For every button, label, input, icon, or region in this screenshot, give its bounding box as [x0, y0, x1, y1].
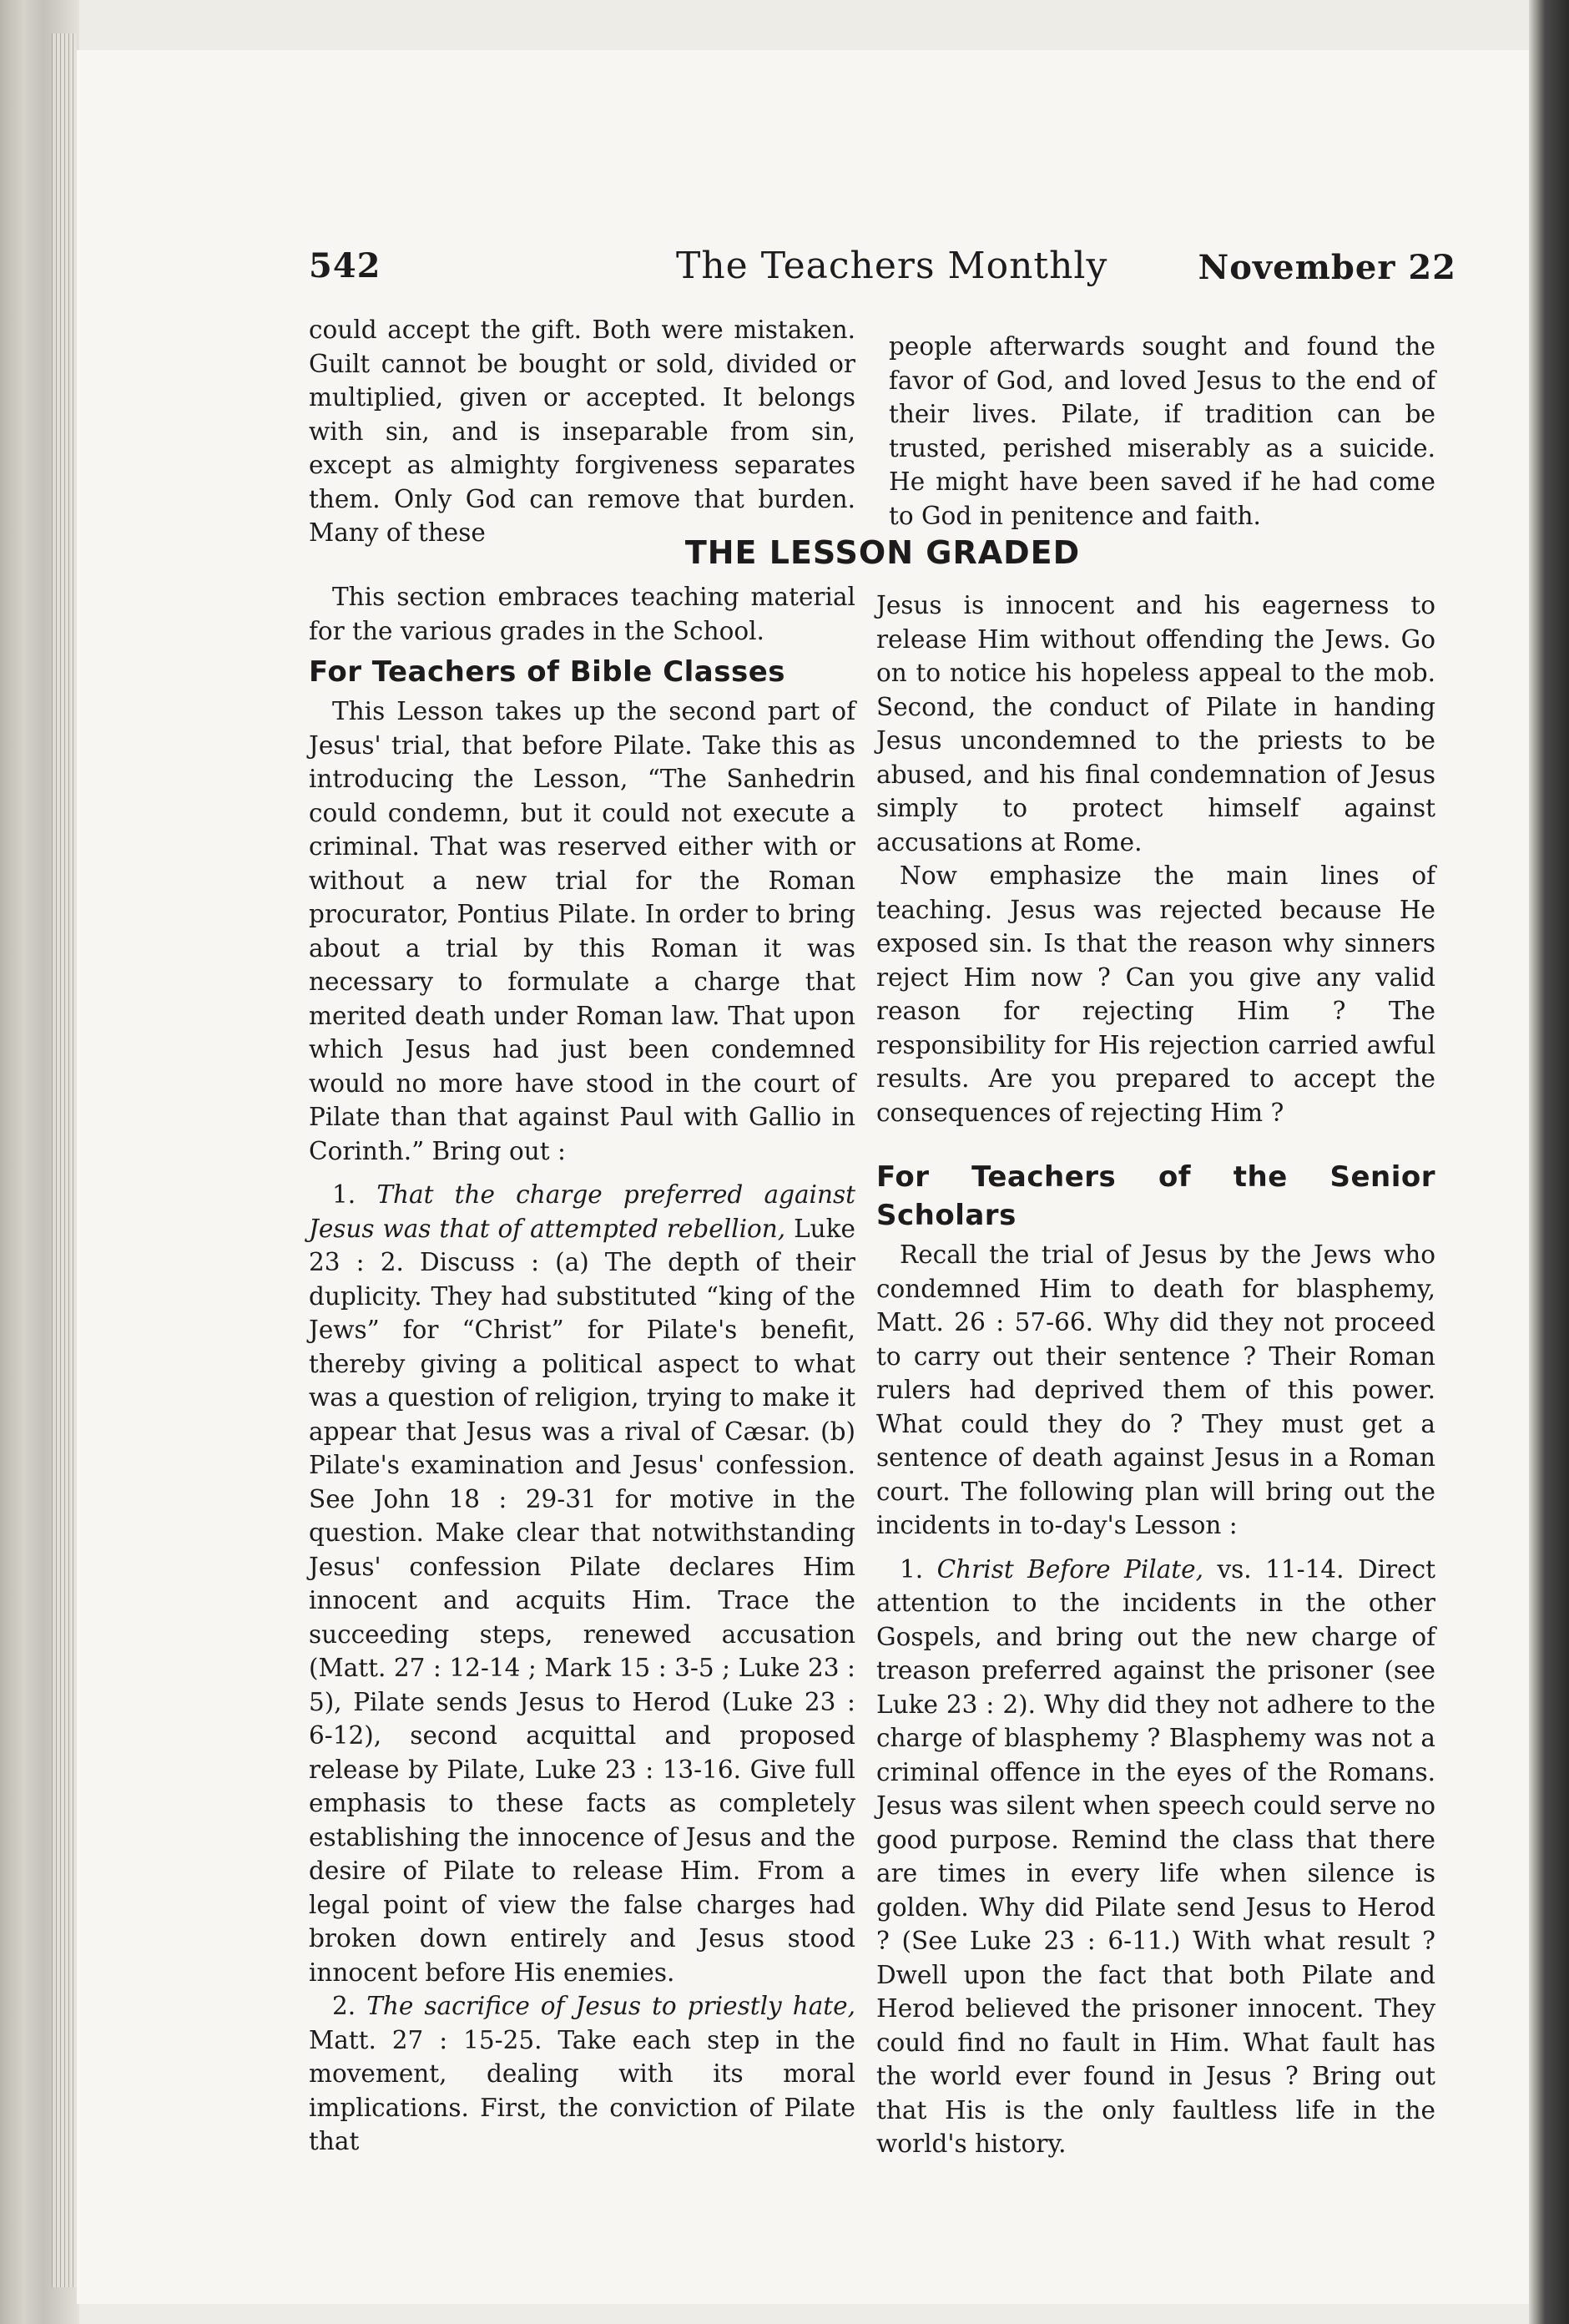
continued-paragraph-right: people afterwards sought and found the favor of God, and loved Jesus to the end of their lives. Pilate, if tradition can be trusted, perished miserably as a suicide. He might have been saved if he had come to God in penitence and faith.: [889, 332, 1435, 530]
page-number: 542: [309, 246, 381, 285]
main-right-column: [876, 589, 1435, 2161]
section-heading: THE LESSON GRADED: [684, 534, 1081, 571]
point-number: 2.: [332, 1992, 356, 2020]
point-title: Christ Before Pilate,: [936, 1554, 1203, 1584]
bible-classes-point-2: [309, 1989, 855, 2159]
issue-date: November 22: [1198, 248, 1456, 287]
bible-classes-emphasis: Now emphasize the main lines of teaching. Jesus was rejected because He exposed sin. Is that the reason why sinners reject Him now ? Can you give any valid reason for rejecting Him ? The responsibility for His rejection carried awful results. Are you prepared to accept the consequences of rejecting Him ?: [876, 861, 1435, 1127]
running-title: The Teachers Monthly: [676, 245, 1108, 287]
continued-paragraph: could accept the gift. Both were mistaken. Guilt cannot be bought or sold, divided or multiplied, given or accepted. It belongs with sin, and is inseparable from sin, except as almighty forgiveness separates them. Only God can remove that burden. Many of these: [309, 316, 855, 547]
page-header: [309, 246, 1456, 305]
top-left-column: [309, 313, 855, 550]
point-title: That the charge preferred against Jesus was that of attempted rebellion,: [309, 1180, 855, 1243]
senior-scholars-paragraph: Recall the trial of Jesus by the Jews who condemned Him to death for blasphemy, Matt. 26 : 57-66. Why did they not proceed to carry out their sentence ? Their Roman rulers had deprived them of this power. What could they do ? They must get a sentence of death against Jesus in a Roman court. The following plan will bring out the incidents in to-day's Lesson :: [876, 1240, 1435, 1539]
point-text: Luke 23 : 2. Discuss : (a) The depth of their duplicity. They had substituted “king of the Jews” for “Christ” for Pilate's benefit, thereby giving a political aspect to what was a question of religion, trying to make it appear that Jesus was a rival of Cæsar. (b) Pilate's examination and Jesus' confession. See John 18 : 29-31 for motive in the question. Make clear that notwithstanding Jesus' confession Pilate declares Him innocent and acquits Him. Trace the succeeding steps, renewed accusation (Matt. 27 : 12-14 ; Mark 15 : 3-5 ; Luke 23 : 5), Pilate sends Jesus to Herod (Luke 23 : 6-12), second acquittal and proposed release by Pilate, Luke 23 : 13-16. Give full emphasis to these facts as completely establishing the innocence of Jesus and the desire of Pilate to release Him. From a legal point of view the false charges had broken down entirely and Jesus stood innocent before His enemies.: [309, 1214, 855, 1987]
bible-classes-paragraph: This Lesson takes up the second part of Jesus' trial, that before Pilate. Take this as introducing the Lesson, “The Sanhedrin could condemn, but it could not execute a criminal. That was reserved either with or without a new trial for the Roman procurator, Pontius Pilate. In order to bring about a trial by this Roman it was necessary to formulate a charge that merited death under Roman law. That upon which Jesus had just been condemned would no more have stood in the court of Pilate than that against Paul with Gallio in Corinth.” Bring out :: [309, 697, 855, 1165]
senior-scholars-heading: For Teachers of the Senior Scholars: [876, 1160, 1435, 1232]
point-title: The sacrifice of Jesus to priestly hate,: [366, 1992, 855, 2020]
point-number: 1.: [332, 1180, 356, 1209]
point-text: Matt. 27 : 15-25. Take each step in the movement, dealing with its moral implications. First, the conviction of Pilate that: [309, 2025, 855, 2155]
bible-classes-heading: For Teachers of Bible Classes: [309, 655, 786, 689]
top-right-column: [889, 330, 1435, 533]
section-intro: This section embraces teaching material for the various grades in the School.: [309, 583, 855, 645]
senior-scholars-point-1: [876, 1553, 1435, 2161]
point-text: vs. 11-14. Direct attention to the incidents in the other Gospels, and bring out the new charge of treason preferred against the prisoner (see Luke 23 : 2). Why did they not adhere to the charge of blasphemy ? Blasphemy was not a criminal offence in the eyes of the Romans. Jesus was silent when speech could serve no good purpose. Remind the class that there are times in every life when silence is golden. Why did Pilate send Jesus to Herod ? (See Luke 23 : 6-11.) With what result ? Dwell upon the fact that both Pilate and Herod believed the prisoner innocent. They could find no fault in Him. What fault has the world ever found in Jesus ? Bring out that His is the only faultless life in the world's history.: [876, 1554, 1435, 2158]
page-edges: [52, 33, 77, 2287]
bible-classes-continued: Jesus is innocent and his eagerness to release Him without offending the Jews. Go on to notice his hopeless appeal to the mob. Second, the conduct of Pilate in handing Jesus uncondemned to the priests to be abused, and his final condemnation of Jesus simply to protect himself against accusations at Rome.: [876, 591, 1435, 856]
point-number: 1.: [900, 1554, 924, 1584]
bible-classes-point-1: [309, 1178, 855, 1989]
main-left-column: [309, 580, 855, 2159]
scan-edge: [1529, 0, 1569, 2324]
